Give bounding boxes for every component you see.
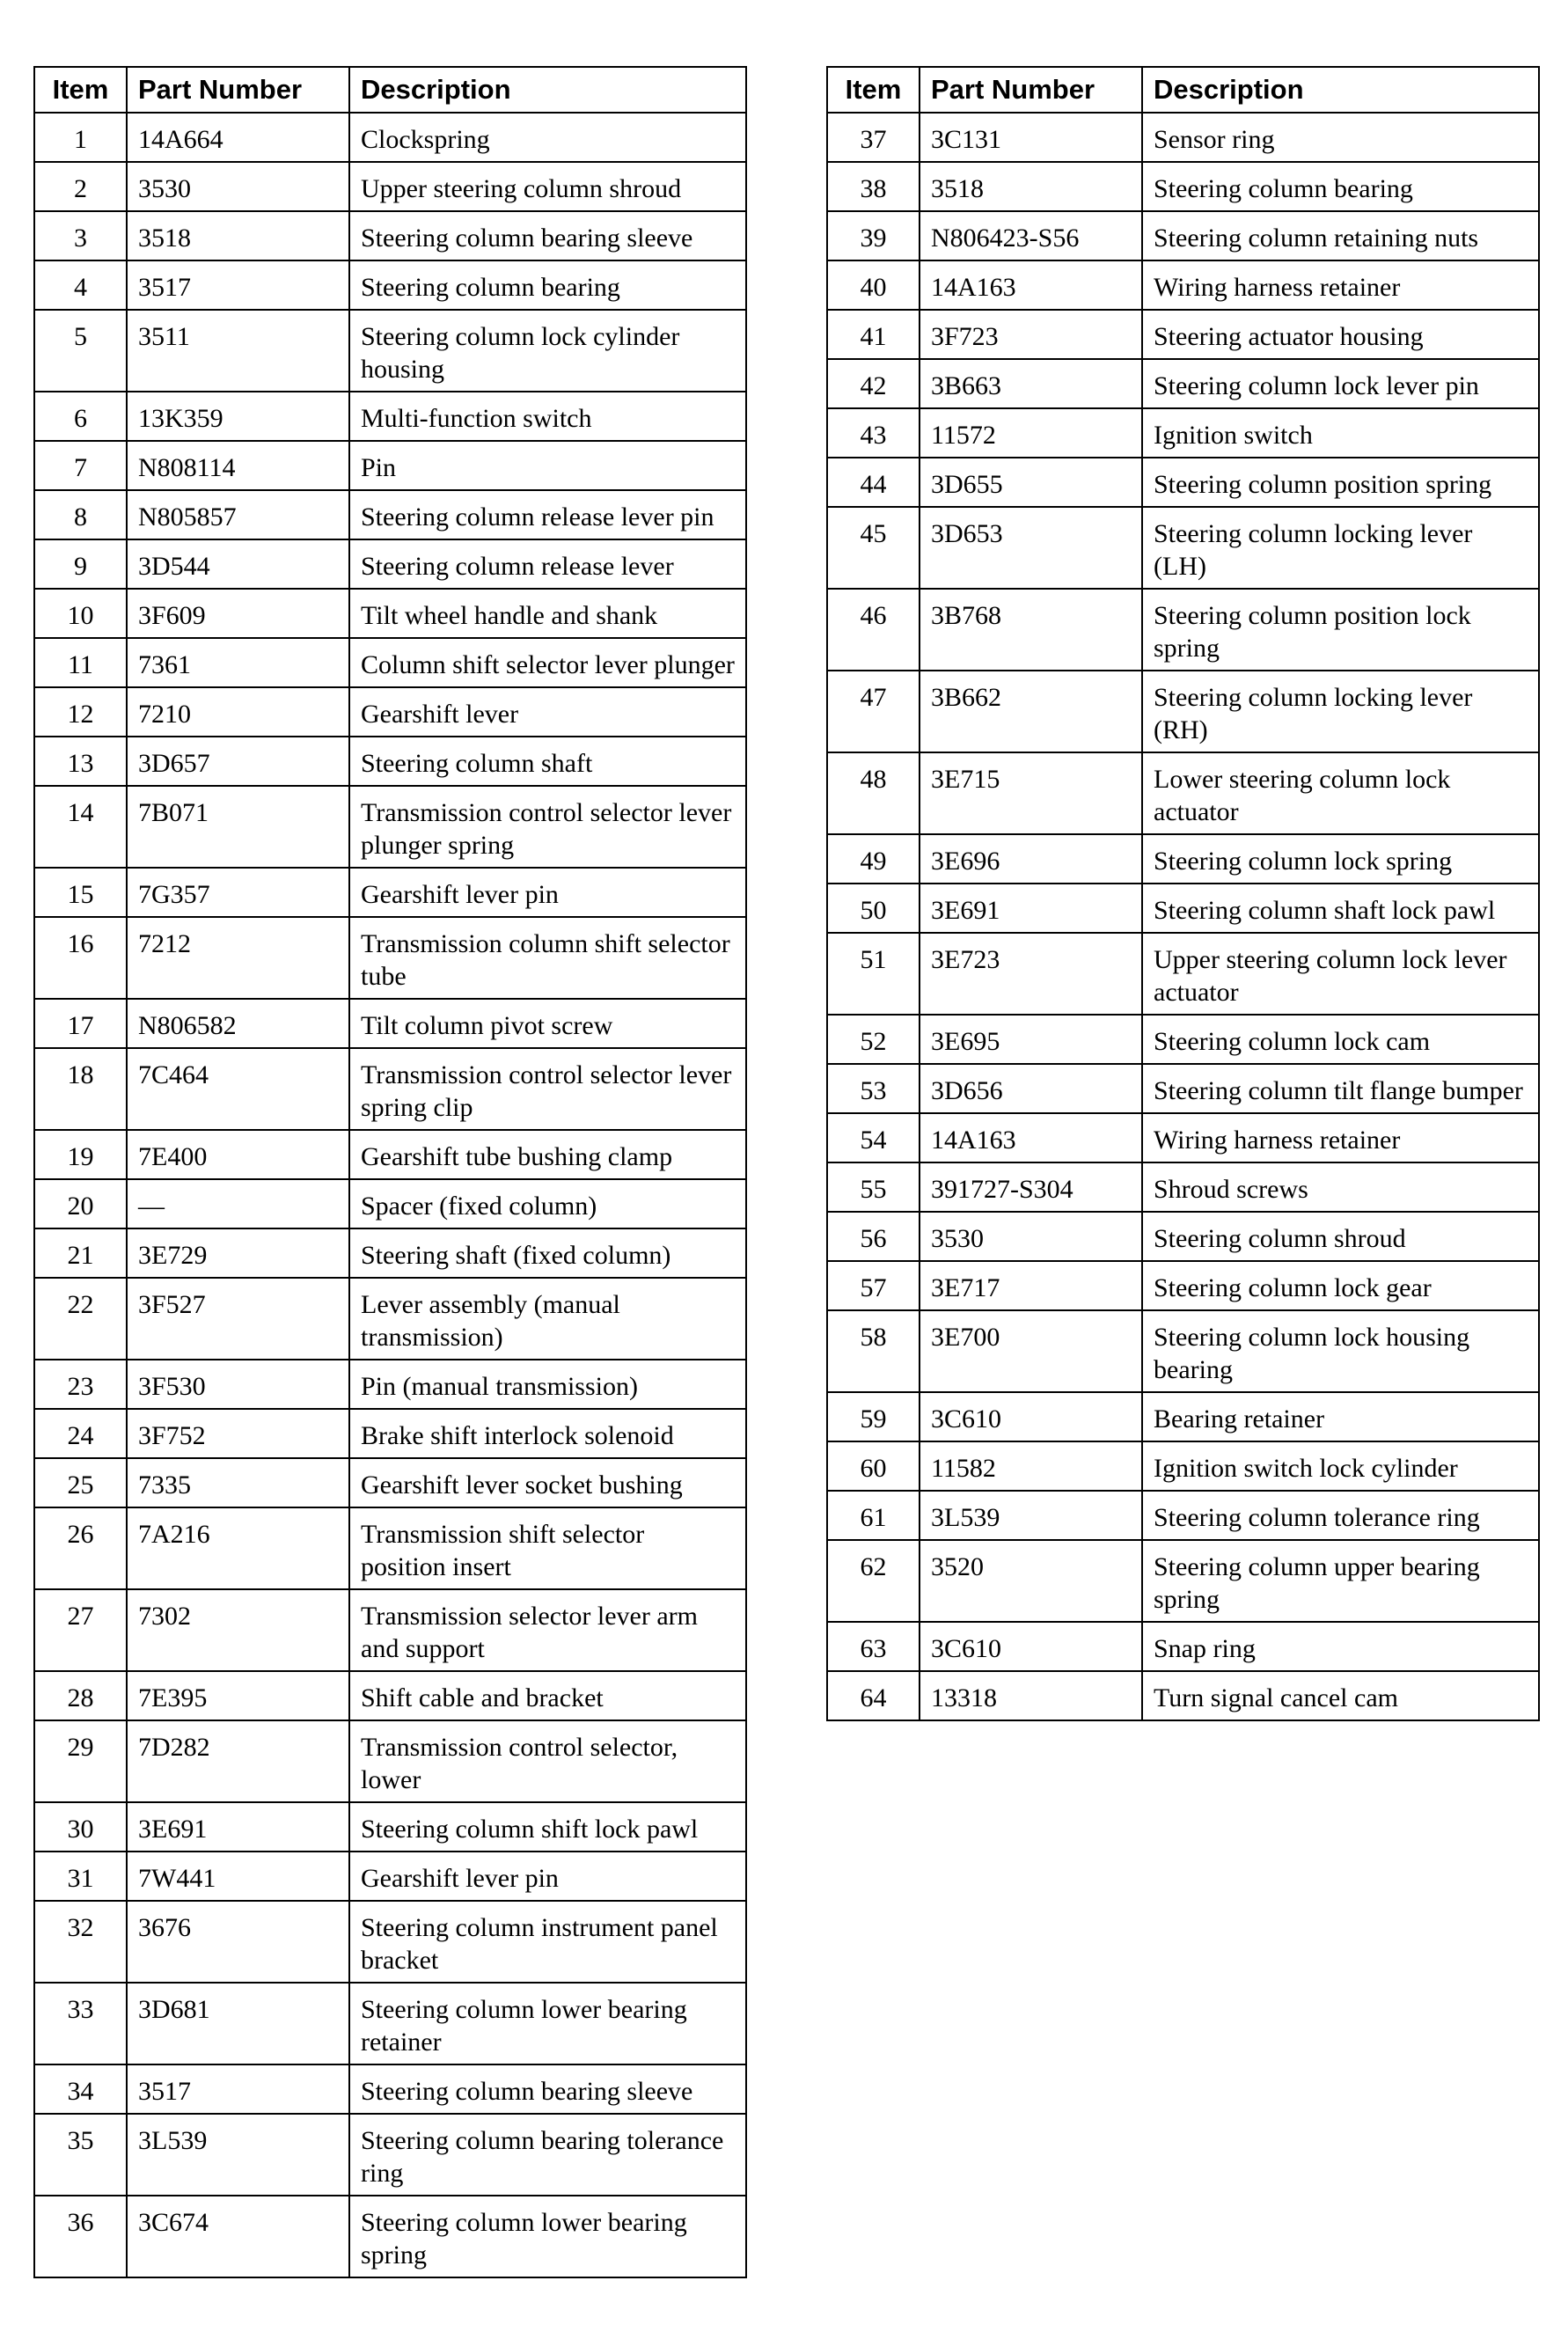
description-cell: Steering column lock lever pin xyxy=(1142,359,1539,408)
table-row xyxy=(827,1064,1539,1113)
part-number-cell: 3530 xyxy=(920,1212,1142,1261)
part-number-header: Part Number xyxy=(920,67,1142,113)
description-cell: Wiring harness retainer xyxy=(1142,1113,1539,1162)
table-row xyxy=(827,408,1539,458)
table-row xyxy=(34,999,746,1048)
part-number-cell: 7D282 xyxy=(127,1720,349,1802)
item-cell: 16 xyxy=(34,917,127,999)
table-row xyxy=(34,1589,746,1671)
table-row xyxy=(827,1261,1539,1310)
item-cell: 9 xyxy=(34,539,127,589)
item-cell: 43 xyxy=(827,408,920,458)
table-row xyxy=(34,1458,746,1507)
item-cell: 13 xyxy=(34,737,127,786)
description-cell: Steering column lock spring xyxy=(1142,834,1539,884)
part-number-cell: 3E691 xyxy=(127,1802,349,1852)
part-number-cell: 7B071 xyxy=(127,786,349,868)
item-cell: 35 xyxy=(34,2114,127,2196)
part-number-cell: 3F530 xyxy=(127,1360,349,1409)
description-cell: Steering column release lever pin xyxy=(349,490,746,539)
table-row xyxy=(34,1409,746,1458)
part-number-cell: 7A216 xyxy=(127,1507,349,1589)
part-number-cell: 391727-S304 xyxy=(920,1162,1142,1212)
description-cell: Upper steering column shroud xyxy=(349,162,746,211)
part-number-cell: 3518 xyxy=(920,162,1142,211)
part-number-cell: 3520 xyxy=(920,1540,1142,1622)
table-row xyxy=(34,1901,746,1983)
item-cell: 36 xyxy=(34,2196,127,2277)
table-row xyxy=(34,1360,746,1409)
description-cell: Steering column shaft xyxy=(349,737,746,786)
part-number-cell: 3D681 xyxy=(127,1983,349,2064)
description-cell: Steering column lock housing bearing xyxy=(1142,1310,1539,1392)
item-cell: 17 xyxy=(34,999,127,1048)
part-number-cell: 3L539 xyxy=(127,2114,349,2196)
description-cell: Snap ring xyxy=(1142,1622,1539,1671)
item-cell: 37 xyxy=(827,113,920,162)
table-row xyxy=(827,1310,1539,1392)
description-cell: Steering column position lock spring xyxy=(1142,589,1539,671)
table-row xyxy=(827,359,1539,408)
part-number-cell: 3D657 xyxy=(127,737,349,786)
part-number-cell: 3530 xyxy=(127,162,349,211)
item-cell: 57 xyxy=(827,1261,920,1310)
part-number-cell: 13318 xyxy=(920,1671,1142,1720)
part-number-cell: 7335 xyxy=(127,1458,349,1507)
part-number-cell: 3517 xyxy=(127,2064,349,2114)
item-cell: 50 xyxy=(827,884,920,933)
table-row xyxy=(34,1671,746,1720)
item-cell: 29 xyxy=(34,1720,127,1802)
item-cell: 64 xyxy=(827,1671,920,1720)
table-row xyxy=(34,1130,746,1179)
part-number-cell: 3C610 xyxy=(920,1622,1142,1671)
item-cell: 56 xyxy=(827,1212,920,1261)
description-cell: Steering column bearing sleeve xyxy=(349,211,746,260)
table-row xyxy=(34,310,746,392)
part-number-cell: 3E695 xyxy=(920,1015,1142,1064)
item-header: Item xyxy=(827,67,920,113)
part-number-cell: 14A163 xyxy=(920,260,1142,310)
part-number-cell: 11572 xyxy=(920,408,1142,458)
part-number-cell: 3E717 xyxy=(920,1261,1142,1310)
table-row xyxy=(34,1802,746,1852)
table-row xyxy=(34,589,746,638)
table-row xyxy=(827,884,1539,933)
parts-table-right-body xyxy=(827,113,1539,1720)
table-row xyxy=(34,2196,746,2277)
part-number-cell: — xyxy=(127,1179,349,1228)
table-row xyxy=(34,786,746,868)
item-cell: 49 xyxy=(827,834,920,884)
item-cell: 12 xyxy=(34,687,127,737)
table-row xyxy=(827,260,1539,310)
description-cell: Steering column upper bearing spring xyxy=(1142,1540,1539,1622)
item-cell: 25 xyxy=(34,1458,127,1507)
item-cell: 4 xyxy=(34,260,127,310)
item-cell: 27 xyxy=(34,1589,127,1671)
item-cell: 1 xyxy=(34,113,127,162)
table-row xyxy=(34,2064,746,2114)
table-row xyxy=(827,458,1539,507)
description-header: Description xyxy=(1142,67,1539,113)
description-cell: Steering column bearing xyxy=(1142,162,1539,211)
table-row xyxy=(827,1540,1539,1622)
description-cell: Steering column locking lever (LH) xyxy=(1142,507,1539,589)
item-cell: 22 xyxy=(34,1278,127,1360)
description-cell: Gearshift tube bushing clamp xyxy=(349,1130,746,1179)
table-row xyxy=(34,1720,746,1802)
description-cell: Upper steering column lock lever actuator xyxy=(1142,933,1539,1015)
table-header-row xyxy=(827,67,1539,113)
table-row xyxy=(827,1441,1539,1491)
item-cell: 54 xyxy=(827,1113,920,1162)
table-row xyxy=(827,834,1539,884)
item-cell: 59 xyxy=(827,1392,920,1441)
table-row xyxy=(34,1179,746,1228)
table-row xyxy=(34,490,746,539)
item-cell: 55 xyxy=(827,1162,920,1212)
table-row xyxy=(34,638,746,687)
part-number-cell: 7E395 xyxy=(127,1671,349,1720)
part-number-cell: 3B663 xyxy=(920,359,1142,408)
item-cell: 3 xyxy=(34,211,127,260)
item-cell: 33 xyxy=(34,1983,127,2064)
part-number-cell: 3C131 xyxy=(920,113,1142,162)
table-row xyxy=(34,737,746,786)
part-number-cell: 11582 xyxy=(920,1441,1142,1491)
item-cell: 41 xyxy=(827,310,920,359)
description-cell: Multi-function switch xyxy=(349,392,746,441)
table-row xyxy=(34,260,746,310)
part-number-cell: 3E729 xyxy=(127,1228,349,1278)
part-number-cell: 3E700 xyxy=(920,1310,1142,1392)
item-cell: 61 xyxy=(827,1491,920,1540)
item-cell: 34 xyxy=(34,2064,127,2114)
table-row xyxy=(827,211,1539,260)
part-number-cell: 3D544 xyxy=(127,539,349,589)
description-cell: Steering column bearing xyxy=(349,260,746,310)
parts-table-left-body xyxy=(34,113,746,2277)
table-row xyxy=(34,1278,746,1360)
item-cell: 52 xyxy=(827,1015,920,1064)
description-cell: Steering column instrument panel bracket xyxy=(349,1901,746,1983)
description-cell: Transmission column shift selector tube xyxy=(349,917,746,999)
parts-table-left xyxy=(33,66,747,2278)
part-number-cell: 3F723 xyxy=(920,310,1142,359)
table-row xyxy=(827,1162,1539,1212)
item-cell: 42 xyxy=(827,359,920,408)
part-number-cell: N806423-S56 xyxy=(920,211,1142,260)
table-row xyxy=(827,1015,1539,1064)
part-number-cell: 7210 xyxy=(127,687,349,737)
item-cell: 48 xyxy=(827,752,920,834)
description-cell: Gearshift lever socket bushing xyxy=(349,1458,746,1507)
part-number-cell: 3D656 xyxy=(920,1064,1142,1113)
description-header: Description xyxy=(349,67,746,113)
table-row xyxy=(827,310,1539,359)
description-cell: Tilt wheel handle and shank xyxy=(349,589,746,638)
part-number-cell: 3B768 xyxy=(920,589,1142,671)
table-row xyxy=(34,1852,746,1901)
part-number-cell: 3518 xyxy=(127,211,349,260)
part-number-cell: N805857 xyxy=(127,490,349,539)
table-row xyxy=(34,1507,746,1589)
part-number-cell: 3C610 xyxy=(920,1392,1142,1441)
part-number-cell: N808114 xyxy=(127,441,349,490)
description-cell: Tilt column pivot screw xyxy=(349,999,746,1048)
item-cell: 10 xyxy=(34,589,127,638)
part-number-cell: 3E696 xyxy=(920,834,1142,884)
item-cell: 51 xyxy=(827,933,920,1015)
part-number-cell: 3D653 xyxy=(920,507,1142,589)
description-cell: Steering column lock cylinder housing xyxy=(349,310,746,392)
description-cell: Pin (manual transmission) xyxy=(349,1360,746,1409)
description-cell: Shroud screws xyxy=(1142,1162,1539,1212)
item-cell: 58 xyxy=(827,1310,920,1392)
part-number-cell: 3L539 xyxy=(920,1491,1142,1540)
description-cell: Sensor ring xyxy=(1142,113,1539,162)
description-cell: Gearshift lever pin xyxy=(349,868,746,917)
description-cell: Gearshift lever pin xyxy=(349,1852,746,1901)
table-row xyxy=(34,162,746,211)
description-cell: Clockspring xyxy=(349,113,746,162)
part-number-cell: 3F752 xyxy=(127,1409,349,1458)
item-cell: 28 xyxy=(34,1671,127,1720)
item-cell: 19 xyxy=(34,1130,127,1179)
description-cell: Steering shaft (fixed column) xyxy=(349,1228,746,1278)
item-cell: 38 xyxy=(827,162,920,211)
table-row xyxy=(827,933,1539,1015)
table-row xyxy=(827,507,1539,589)
description-cell: Steering column shroud xyxy=(1142,1212,1539,1261)
item-cell: 60 xyxy=(827,1441,920,1491)
item-cell: 15 xyxy=(34,868,127,917)
description-cell: Pin xyxy=(349,441,746,490)
description-cell: Steering column bearing sleeve xyxy=(349,2064,746,2114)
part-number-cell: 7302 xyxy=(127,1589,349,1671)
table-row xyxy=(34,868,746,917)
item-cell: 7 xyxy=(34,441,127,490)
item-cell: 11 xyxy=(34,638,127,687)
description-cell: Transmission control selector, lower xyxy=(349,1720,746,1802)
description-cell: Bearing retainer xyxy=(1142,1392,1539,1441)
table-row xyxy=(827,671,1539,752)
part-number-cell: 3B662 xyxy=(920,671,1142,752)
item-cell: 63 xyxy=(827,1622,920,1671)
description-cell: Shift cable and bracket xyxy=(349,1671,746,1720)
table-row xyxy=(827,1113,1539,1162)
description-cell: Steering column lock gear xyxy=(1142,1261,1539,1310)
table-row xyxy=(827,1392,1539,1441)
part-number-cell: 13K359 xyxy=(127,392,349,441)
part-number-cell: 3511 xyxy=(127,310,349,392)
item-cell: 2 xyxy=(34,162,127,211)
description-cell: Steering column position spring xyxy=(1142,458,1539,507)
description-cell: Steering column release lever xyxy=(349,539,746,589)
description-cell: Wiring harness retainer xyxy=(1142,260,1539,310)
item-cell: 8 xyxy=(34,490,127,539)
description-cell: Steering column shaft lock pawl xyxy=(1142,884,1539,933)
description-cell: Steering actuator housing xyxy=(1142,310,1539,359)
item-cell: 24 xyxy=(34,1409,127,1458)
item-cell: 18 xyxy=(34,1048,127,1130)
table-row xyxy=(827,1212,1539,1261)
table-row xyxy=(34,113,746,162)
description-cell: Transmission control selector lever plunger spring xyxy=(349,786,746,868)
item-cell: 62 xyxy=(827,1540,920,1622)
item-cell: 20 xyxy=(34,1179,127,1228)
item-cell: 32 xyxy=(34,1901,127,1983)
part-number-cell: 3F527 xyxy=(127,1278,349,1360)
item-cell: 40 xyxy=(827,260,920,310)
description-cell: Lower steering column lock actuator xyxy=(1142,752,1539,834)
item-cell: 23 xyxy=(34,1360,127,1409)
part-number-cell: 7G357 xyxy=(127,868,349,917)
table-row xyxy=(34,2114,746,2196)
item-cell: 39 xyxy=(827,211,920,260)
part-number-cell: 7C464 xyxy=(127,1048,349,1130)
item-cell: 46 xyxy=(827,589,920,671)
part-number-cell: 7361 xyxy=(127,638,349,687)
item-header: Item xyxy=(34,67,127,113)
item-cell: 45 xyxy=(827,507,920,589)
description-cell: Steering column lower bearing spring xyxy=(349,2196,746,2277)
table-row xyxy=(827,589,1539,671)
description-cell: Spacer (fixed column) xyxy=(349,1179,746,1228)
part-number-cell: 3D655 xyxy=(920,458,1142,507)
part-number-cell: 3676 xyxy=(127,1901,349,1983)
description-cell: Transmission shift selector position insert xyxy=(349,1507,746,1589)
item-cell: 14 xyxy=(34,786,127,868)
description-cell: Steering column retaining nuts xyxy=(1142,211,1539,260)
item-cell: 21 xyxy=(34,1228,127,1278)
item-cell: 30 xyxy=(34,1802,127,1852)
part-number-cell: 14A163 xyxy=(920,1113,1142,1162)
table-row xyxy=(827,752,1539,834)
item-cell: 31 xyxy=(34,1852,127,1901)
part-number-cell: 7E400 xyxy=(127,1130,349,1179)
description-cell: Lever assembly (manual transmission) xyxy=(349,1278,746,1360)
part-number-cell: 3517 xyxy=(127,260,349,310)
part-number-cell: 7W441 xyxy=(127,1852,349,1901)
part-number-cell: N806582 xyxy=(127,999,349,1048)
description-cell: Brake shift interlock solenoid xyxy=(349,1409,746,1458)
part-number-cell: 3C674 xyxy=(127,2196,349,2277)
table-row xyxy=(34,211,746,260)
part-number-cell: 3E723 xyxy=(920,933,1142,1015)
part-number-header: Part Number xyxy=(127,67,349,113)
description-cell: Ignition switch lock cylinder xyxy=(1142,1441,1539,1491)
description-cell: Steering column locking lever (RH) xyxy=(1142,671,1539,752)
description-cell: Steering column tilt flange bumper xyxy=(1142,1064,1539,1113)
description-cell: Column shift selector lever plunger xyxy=(349,638,746,687)
table-row xyxy=(34,539,746,589)
table-row xyxy=(34,441,746,490)
item-cell: 53 xyxy=(827,1064,920,1113)
table-row xyxy=(34,917,746,999)
item-cell: 47 xyxy=(827,671,920,752)
description-cell: Steering column shift lock pawl xyxy=(349,1802,746,1852)
description-cell: Transmission control selector lever spring clip xyxy=(349,1048,746,1130)
table-row xyxy=(34,687,746,737)
description-cell: Steering column lower bearing retainer xyxy=(349,1983,746,2064)
table-row xyxy=(827,162,1539,211)
item-cell: 44 xyxy=(827,458,920,507)
table-header-row xyxy=(34,67,746,113)
description-cell: Transmission selector lever arm and support xyxy=(349,1589,746,1671)
part-number-cell: 3F609 xyxy=(127,589,349,638)
part-number-cell: 7212 xyxy=(127,917,349,999)
table-row xyxy=(34,1048,746,1130)
description-cell: Gearshift lever xyxy=(349,687,746,737)
table-row xyxy=(34,1228,746,1278)
item-cell: 6 xyxy=(34,392,127,441)
item-cell: 5 xyxy=(34,310,127,392)
part-number-cell: 3E715 xyxy=(920,752,1142,834)
table-row xyxy=(827,1622,1539,1671)
part-number-cell: 14A664 xyxy=(127,113,349,162)
description-cell: Steering column lock cam xyxy=(1142,1015,1539,1064)
parts-table-right xyxy=(826,66,1540,1721)
item-cell: 26 xyxy=(34,1507,127,1589)
description-cell: Steering column bearing tolerance ring xyxy=(349,2114,746,2196)
table-row xyxy=(827,1671,1539,1720)
table-row xyxy=(34,392,746,441)
description-cell: Turn signal cancel cam xyxy=(1142,1671,1539,1720)
table-row xyxy=(827,113,1539,162)
table-row xyxy=(827,1491,1539,1540)
table-row xyxy=(34,1983,746,2064)
part-number-cell: 3E691 xyxy=(920,884,1142,933)
description-cell: Ignition switch xyxy=(1142,408,1539,458)
description-cell: Steering column tolerance ring xyxy=(1142,1491,1539,1540)
